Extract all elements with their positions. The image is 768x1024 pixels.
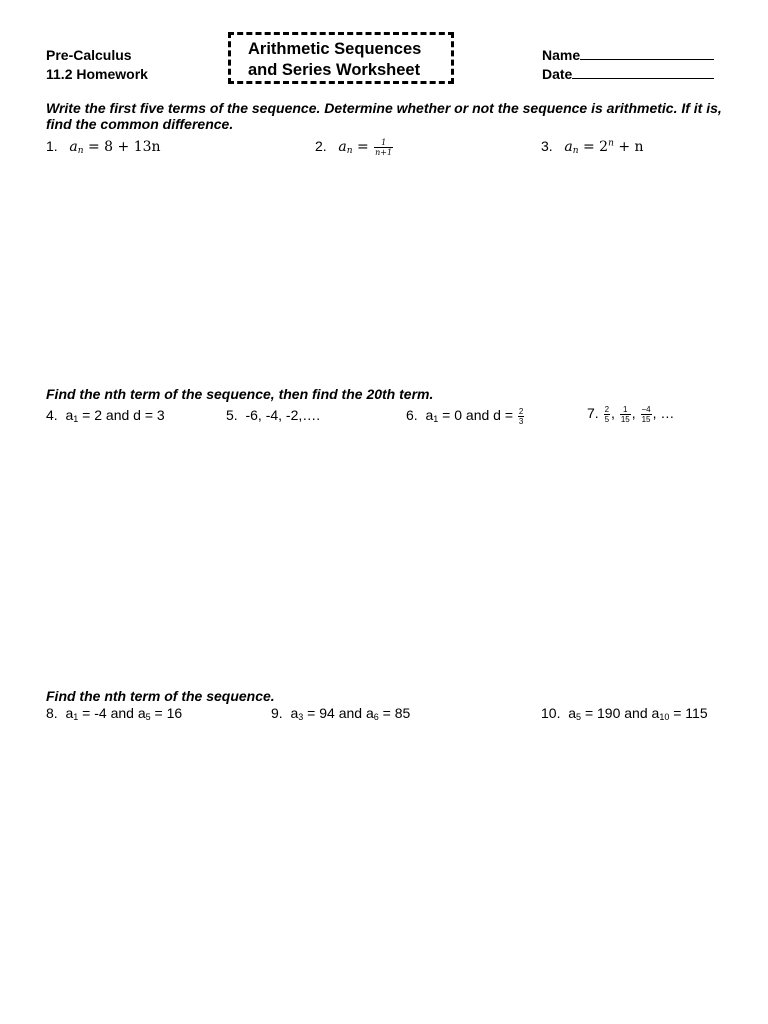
name-line	[580, 46, 714, 60]
subscript: 6	[373, 712, 379, 722]
fraction	[518, 407, 524, 426]
numerator: 2	[518, 406, 524, 416]
problem-5	[226, 406, 320, 424]
fraction	[374, 138, 393, 157]
var: a	[338, 139, 347, 155]
sequence-text: -6, -4, -2,….	[245, 407, 321, 423]
term: a	[568, 705, 577, 721]
denominator: 5	[604, 414, 610, 424]
term: a	[65, 407, 74, 423]
problem-8	[46, 704, 182, 722]
problem-1	[46, 137, 161, 156]
term-text: = 16	[150, 705, 183, 721]
date-field[interactable]	[542, 65, 714, 84]
ellipsis: , …	[652, 405, 675, 421]
subscript: n	[346, 146, 353, 156]
numerator: 1	[620, 405, 631, 415]
rest: + n	[613, 139, 644, 155]
problem-number: 5.	[226, 407, 238, 423]
problem-6	[406, 406, 525, 426]
term: a	[290, 705, 299, 721]
subscript: 10	[659, 712, 670, 722]
problem-number: 8.	[46, 705, 58, 721]
section1-instruction: Write the first five terms of the sequence. Determine whether or not the sequence is arithmetic. If it is, find the common difference.	[46, 100, 722, 132]
denominator: 15	[620, 414, 630, 424]
term: a	[425, 407, 434, 423]
exponent: n	[608, 138, 614, 149]
subscript: 3	[298, 712, 304, 722]
term-text: = 0 and d =	[438, 407, 517, 423]
separator: ,	[631, 405, 640, 421]
name-label: Name	[542, 47, 581, 63]
problem-9	[271, 704, 410, 722]
equals: =	[83, 139, 105, 155]
fraction-1	[604, 405, 610, 424]
numerator: 2	[604, 404, 610, 414]
fraction-2	[620, 405, 631, 424]
section2-instruction: Find the nth term of the sequence, then find the 20th term.	[46, 386, 434, 402]
sequence-formula	[564, 139, 643, 155]
rhs: 8 + 13n	[104, 139, 161, 155]
course-name: Pre-Calculus	[46, 47, 132, 63]
sequence-formula	[338, 139, 394, 155]
problem-number: 2.	[315, 138, 327, 154]
var: a	[564, 139, 573, 155]
term-text: = 2 and d = 3	[78, 407, 165, 423]
numerator: 1	[374, 138, 393, 148]
title-line-2: and Series Worksheet	[248, 61, 421, 79]
title-line-1: Arithmetic Sequences	[248, 40, 422, 58]
subscript: 5	[145, 712, 151, 722]
subscript: 1	[73, 712, 79, 722]
assignment-name: 11.2 Homework	[46, 66, 148, 82]
problem-number: 9.	[271, 705, 283, 721]
numerator: −4	[641, 404, 651, 414]
equals: =	[578, 139, 600, 155]
sequence-formula	[69, 139, 160, 155]
subscript: n	[77, 146, 84, 156]
equals: =	[352, 139, 374, 155]
term-text: = 115	[669, 705, 708, 721]
course-header	[46, 46, 148, 84]
problem-number: 4.	[46, 407, 58, 423]
problem-2	[315, 137, 394, 157]
term-text: = 94 and a	[303, 705, 374, 721]
var: a	[69, 139, 78, 155]
problem-7	[587, 404, 674, 424]
problem-number: 6.	[406, 407, 418, 423]
denominator: n+1	[375, 147, 393, 157]
denominator: 15	[641, 414, 651, 424]
subscript: n	[572, 146, 579, 156]
problem-4	[46, 406, 165, 424]
name-field[interactable]	[542, 46, 714, 65]
problem-3	[541, 137, 644, 156]
worksheet-title	[248, 39, 421, 81]
date-label: Date	[542, 66, 573, 82]
fraction-3	[641, 405, 652, 424]
date-line	[572, 65, 714, 79]
term-text: = 190 and a	[581, 705, 660, 721]
problem-10	[541, 704, 708, 722]
separator: ,	[611, 405, 619, 421]
subscript: 1	[73, 414, 79, 424]
section3-instruction: Find the nth term of the sequence.	[46, 688, 275, 704]
base: 2	[599, 139, 609, 155]
term-text: = 85	[378, 705, 411, 721]
subscript: 5	[576, 712, 582, 722]
problem-number: 3.	[541, 138, 553, 154]
subscript: 1	[433, 414, 439, 424]
problem-number: 10.	[541, 705, 561, 721]
term: a	[65, 705, 74, 721]
denominator: 3	[518, 416, 524, 426]
name-date-block	[542, 46, 714, 84]
problem-number: 7.	[587, 405, 599, 421]
problem-number: 1.	[46, 138, 58, 154]
term-text: = -4 and a	[78, 705, 146, 721]
